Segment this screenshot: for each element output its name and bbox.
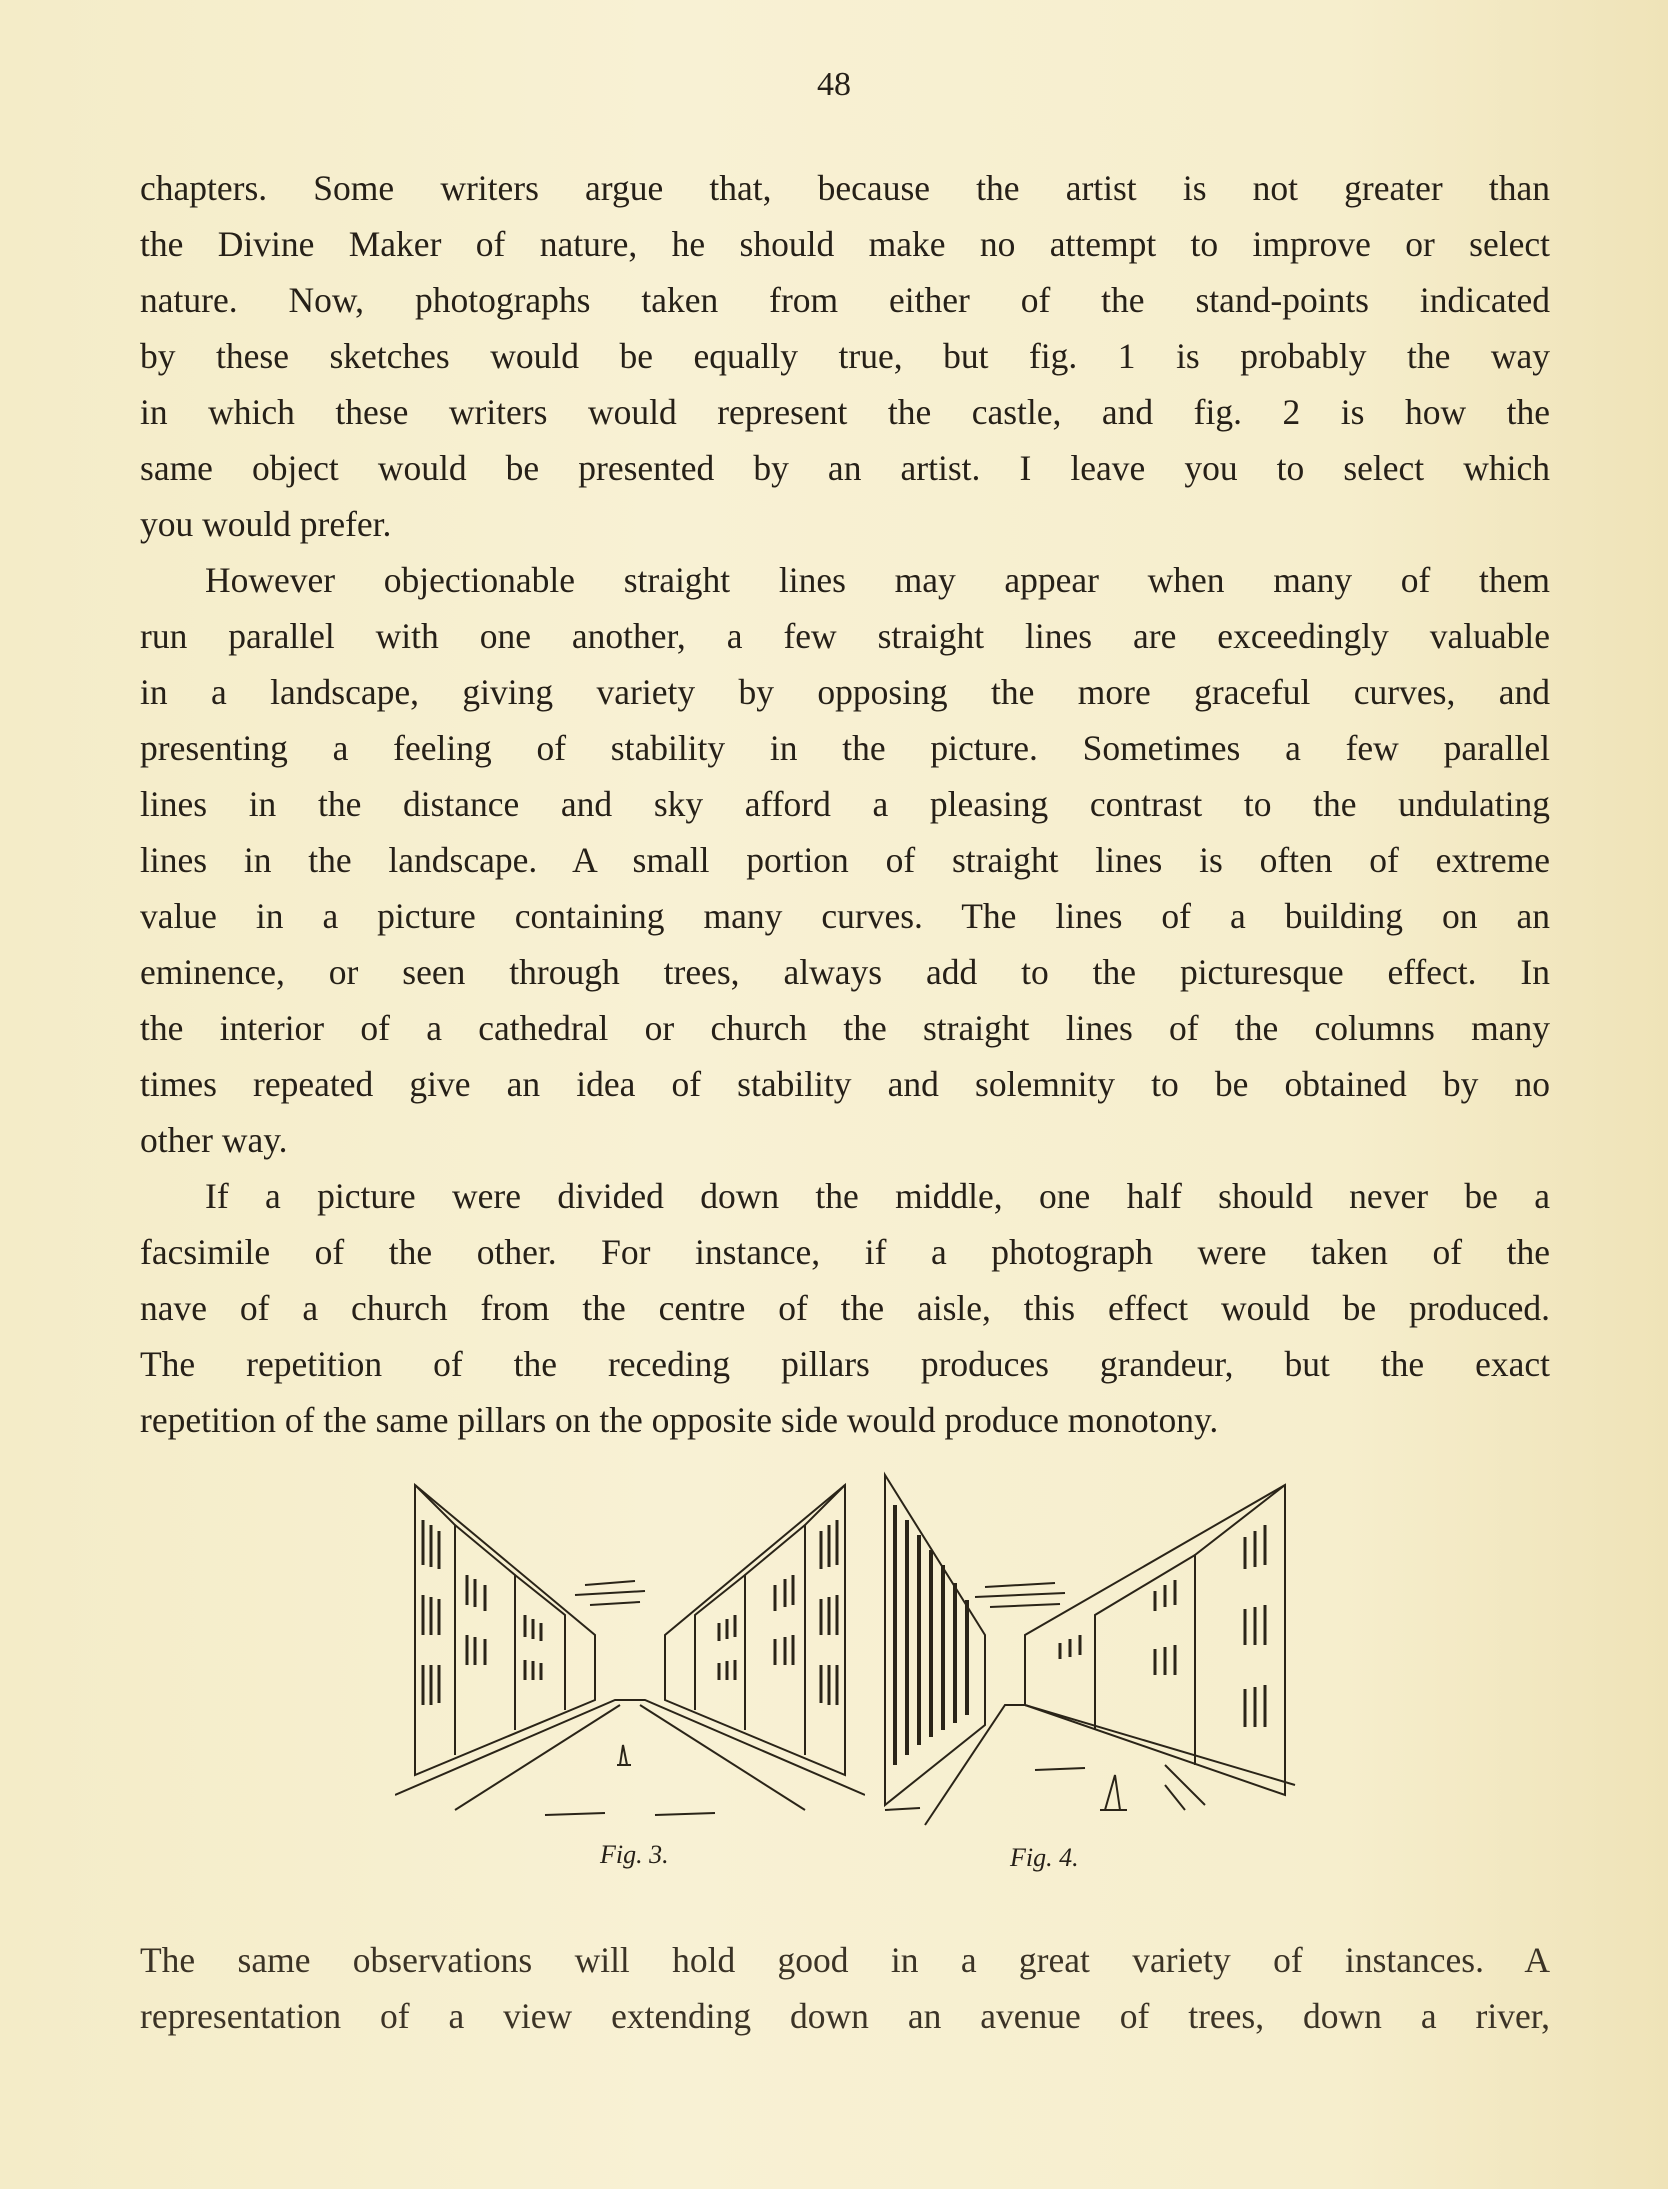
text-line: nature. Now, photographs taken from either of the stand-points indicated bbox=[140, 280, 1550, 320]
figures-row bbox=[395, 1465, 1315, 1895]
text-line: same object would be presented by an artist. I leave you to select which bbox=[140, 448, 1550, 488]
figure-4-caption: Fig. 4. bbox=[1010, 1843, 1079, 1872]
body-text bbox=[140, 160, 1550, 1448]
text-line: lines in the distance and sky afford a pleasing contrast to the undulating bbox=[140, 784, 1550, 824]
text-line: other way. bbox=[140, 1120, 288, 1160]
text-line: The same observations will hold good in a great variety of instances. A bbox=[140, 1940, 1550, 1980]
text-line: by these sketches would be equally true, but fig. 1 is probably the way bbox=[140, 336, 1550, 376]
text-line: However objectionable straight lines may appear when many of them bbox=[205, 560, 1550, 600]
text-line: representation of a view extending down an avenue of trees, down a river, bbox=[140, 1996, 1550, 2036]
figure-3-caption: Fig. 3. bbox=[600, 1840, 669, 1869]
text-line: The repetition of the receding pillars produces grandeur, but the exact bbox=[140, 1344, 1550, 1384]
text-line: lines in the landscape. A small portion of straight lines is often of extreme bbox=[140, 840, 1550, 880]
text-line: you would prefer. bbox=[140, 504, 392, 544]
text-line: times repeated give an idea of stability and solemnity to be obtained by no bbox=[140, 1064, 1550, 1104]
text-line: presenting a feeling of stability in the picture. Sometimes a few parallel bbox=[140, 728, 1550, 768]
text-line: the interior of a cathedral or church the straight lines of the columns many bbox=[140, 1008, 1550, 1048]
street-perspective-illustration-symmetric bbox=[395, 1465, 865, 1835]
continuation-text bbox=[140, 1932, 1550, 2044]
text-line: nave of a church from the centre of the aisle, this effect would be produced. bbox=[140, 1288, 1550, 1328]
text-line: run parallel with one another, a few straight lines are exceedingly valuable bbox=[140, 616, 1550, 656]
text-line: value in a picture containing many curves. The lines of a building on an bbox=[140, 896, 1550, 936]
text-line: chapters. Some writers argue that, because the artist is not greater than bbox=[140, 168, 1550, 208]
text-line: eminence, or seen through trees, always add to the picturesque effect. In bbox=[140, 952, 1550, 992]
text-line: in which these writers would represent the castle, and fig. 2 is how the bbox=[140, 392, 1550, 432]
page-number: 48 bbox=[817, 66, 851, 103]
text-line: repetition of the same pillars on the opposite side would produce monotony. bbox=[140, 1400, 1219, 1440]
figure-4 bbox=[865, 1465, 1305, 1872]
street-perspective-illustration-asymmetric bbox=[865, 1465, 1305, 1845]
text-line: in a landscape, giving variety by opposing the more graceful curves, and bbox=[140, 672, 1550, 712]
figure-3 bbox=[395, 1465, 865, 1869]
text-line: facsimile of the other. For instance, if a photograph were taken of the bbox=[140, 1232, 1550, 1272]
text-line: the Divine Maker of nature, he should make no attempt to improve or select bbox=[140, 224, 1550, 264]
text-line: If a picture were divided down the middle, one half should never be a bbox=[205, 1176, 1550, 1216]
